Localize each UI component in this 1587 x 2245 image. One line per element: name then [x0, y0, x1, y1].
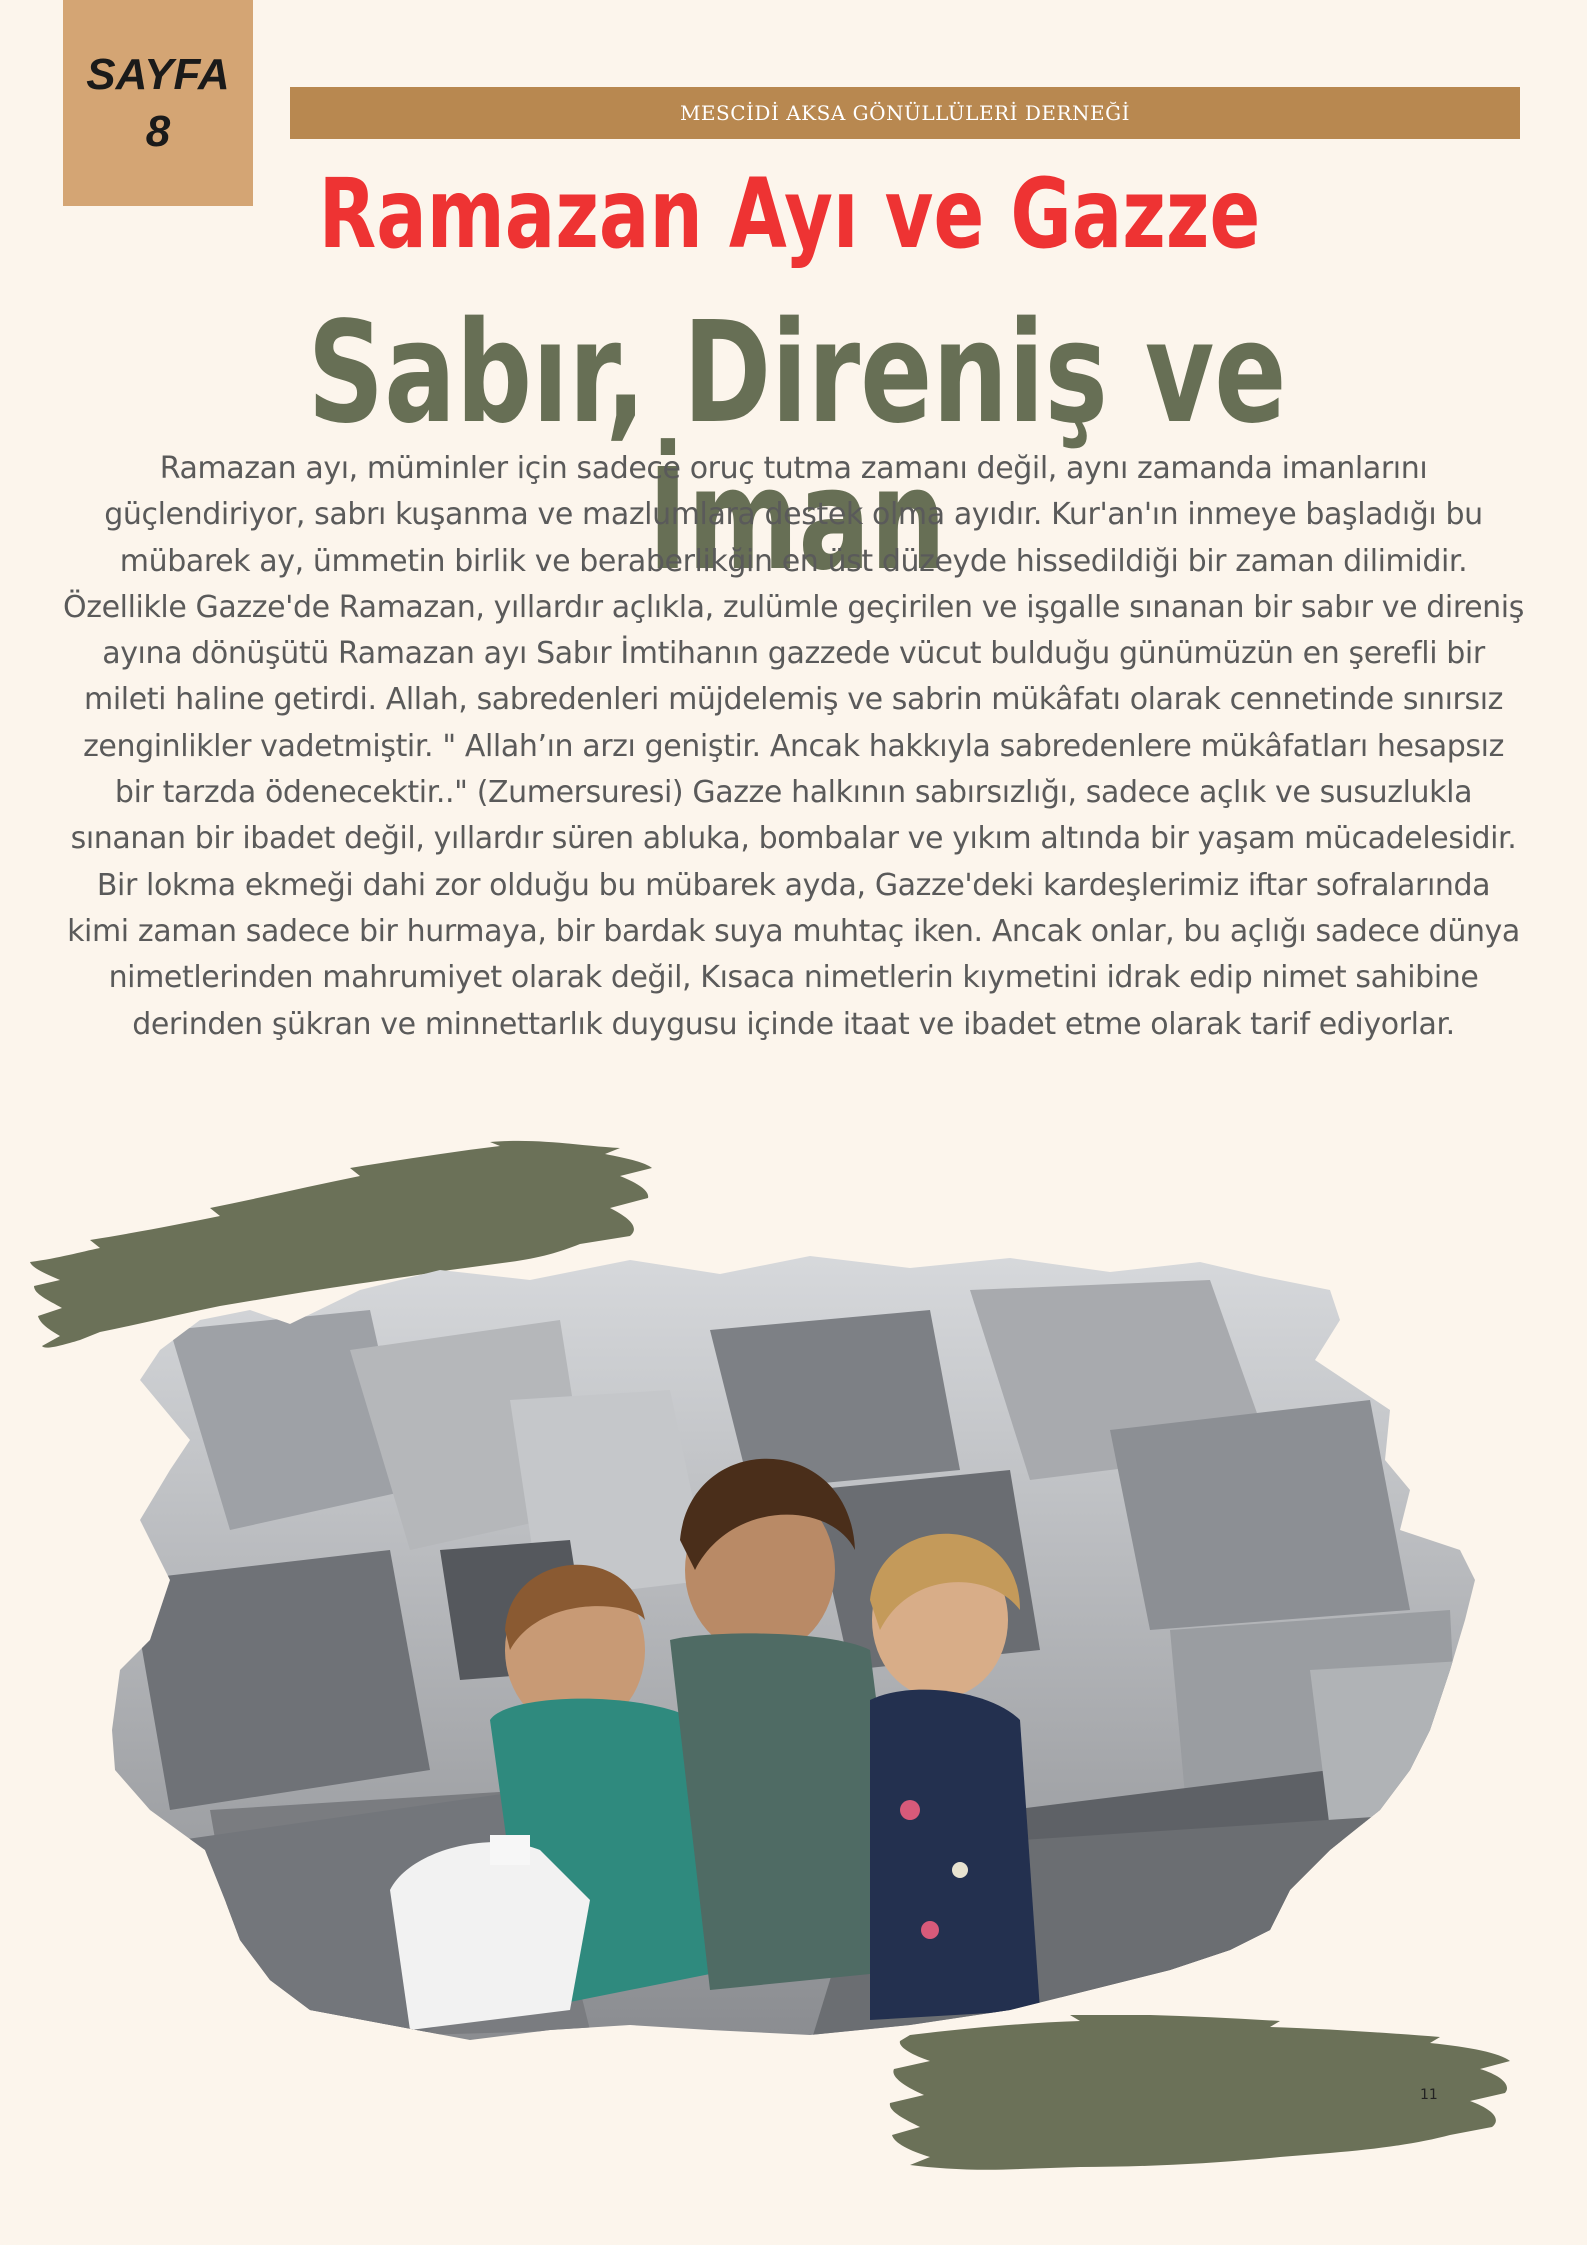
page-tab-label: SAYFA — [86, 49, 230, 99]
gaza-children-photo — [110, 1250, 1480, 2045]
page-subtitle: Sabır, Direniş ve İman — [307, 292, 1287, 602]
page-tab-number: 8 — [145, 107, 171, 156]
org-name: MESCİDİ AKSA GÖNÜLLÜLERİ DERNEĞİ — [679, 101, 1131, 125]
page-number: 11 — [1420, 2087, 1438, 2103]
article-body: Ramazan ayı, müminler için sadece oruç tutma zamanı değil, aynı zamanda imanlarını güçlendiriyor, sabrı kuşanma ve mazlumlara destek olma ayıdır. Kur'an'ın inmeye başladığı bu mübarek ay, ümmetin birlik ve beraberlikğin en üst düzeyde hissedildiği bir zaman dilimidir. Özellikle Gazze'de Ramazan, yıllardır açlıkla, zulümle geçirilen ve işgalle sınanan bir sabır ve direniş ayına dönüşütü Ramazan ayı Sabır İmtihanın gazzede vücut bulduğu günümüzün en şerefli bir mileti haline getirdi. Allah, sabredenleri müjdelemiş ve sabrin mükâfatı olarak cennetinde sınırsız zenginlikler vadetmiştir. " Allah’ın arzı geniştir. Ancak hakkıyla sabredenlere mükâfatları hesapsız bir tarzda ödenecektir.." (Zumersuresi) Gazze halkının sabırsızlığı, sadece açlık ve susuzlukla sınanan bir ibadet değil, yıllardır süren abluka, bombalar ve yıkım altında bir yaşam mücadelesidir. Bir lokma ekmeği dahi zor olduğu bu mübarek ayda, Gazze'deki kardeşlerimiz iftar sofralarında kimi zaman sadece bir hurmaya, bir bardak suya muhtaç iken. Ancak onlar, bu açlığı sadece dünya nimetlerinden mahrumiyet olarak değil, Kısaca nimetlerin kıymetini idrak edip nimet sahibine derinden şükran ve minnettarlık duygusu içinde itaat ve ibadet etme olarak tarif ediyorlar. — [63, 451, 1524, 1042]
org-banner — [290, 87, 1520, 139]
page-title: Ramazan Ayı ve Gazze — [318, 158, 1261, 270]
